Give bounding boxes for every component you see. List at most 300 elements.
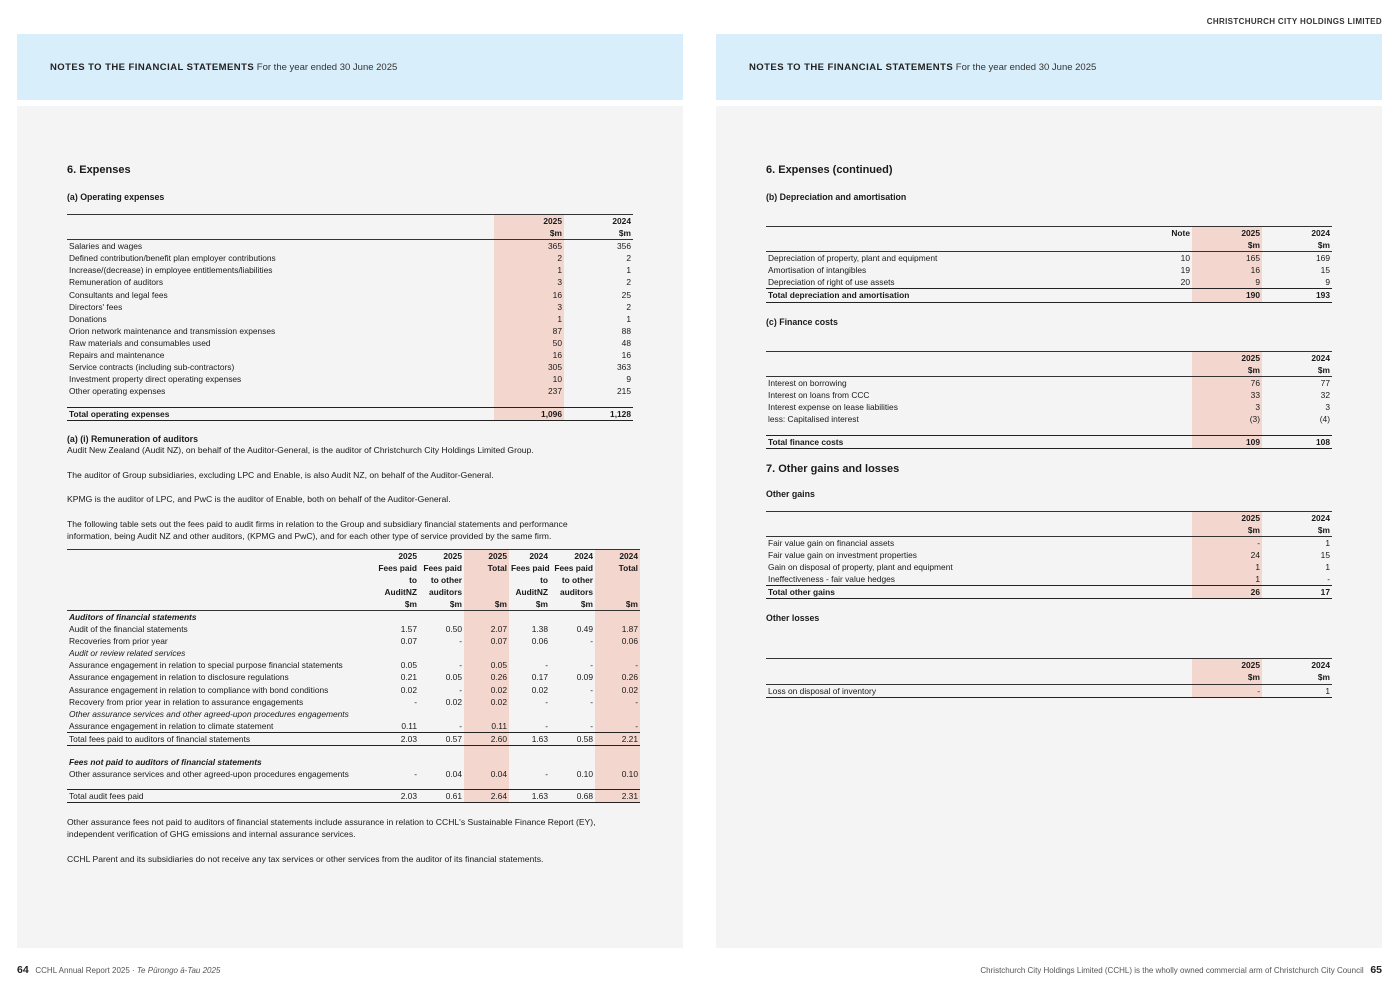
line: The following table sets out the fees paid to audit firms in relation to the Group and subsidiary financial statements and performance (67, 518, 568, 529)
row-label: less: Capitalised interest (768, 414, 859, 425)
row-label: Assurance engagement in relation to compliance with bond conditions (69, 684, 329, 695)
fee-value: 0.10 (576, 768, 593, 779)
table-row (67, 289, 633, 301)
fee-value (464, 746, 509, 756)
fee-value (373, 647, 419, 659)
table-row (766, 536, 1332, 549)
row-label: Remuneration of auditors (69, 277, 164, 288)
paragraph (67, 518, 633, 542)
table-row (67, 610, 640, 623)
fee-value: 0.05 (445, 672, 462, 683)
row-label: Increase/(decrease) in employee entitlements/liabilities (69, 265, 273, 276)
row-label: Total fees paid to auditors of financial statements (67, 732, 373, 745)
row-label: Interest on loans from CCC (768, 389, 870, 400)
operating-expenses-title: (a) Operating expenses (67, 192, 165, 202)
total-2025: 190 (1192, 289, 1262, 302)
row-label: Interest on borrowing (768, 377, 847, 388)
table-row (766, 573, 1332, 586)
value-2024: 88 (621, 325, 631, 336)
value-2024: 48 (621, 337, 631, 348)
fee-value: 0.02 (400, 684, 417, 695)
fee-value: - (590, 696, 593, 707)
fee-value: 2.03 (373, 790, 419, 803)
banner-subtitle: For the year ended 30 June 2025 (254, 62, 398, 73)
row-label: Donations (69, 313, 107, 324)
table-row (766, 561, 1332, 573)
fee-value: 0.05 (464, 659, 509, 671)
value-2024: 9 (626, 374, 631, 385)
fee-value: - (459, 660, 462, 671)
fee-value: 0.04 (464, 768, 509, 780)
unit-header: $m (1262, 239, 1332, 252)
row-label: Auditors of financial statements (69, 611, 197, 622)
header-row (67, 549, 640, 562)
spacer-row (766, 425, 1332, 435)
fee-value: 0.02 (531, 684, 548, 695)
empty-cell (1126, 289, 1192, 302)
column-header (595, 586, 640, 598)
fee-value (373, 756, 419, 768)
column-header: $m (595, 598, 640, 611)
value-2024: 15 (1320, 265, 1330, 276)
table-row (766, 252, 1332, 265)
column-header (464, 586, 509, 598)
column-header: Fees paid (378, 562, 417, 573)
banner-title: NOTES TO THE FINANCIAL STATEMENTS (749, 62, 954, 73)
table-row (67, 373, 633, 385)
note-ref: 10 (1180, 253, 1190, 264)
row-label: Amortisation of intangibles (768, 265, 867, 276)
unit-header: $m (1192, 671, 1262, 684)
remuneration-title: (a) (i) Remuneration of auditors (67, 434, 198, 444)
fee-value: 1.63 (509, 790, 550, 803)
value-2024: - (1327, 574, 1330, 585)
row-label: Total audit fees paid (67, 790, 373, 803)
expenses-continued-section (766, 164, 1332, 698)
row-label: Other assurance services and other agreed-upon procedures engagements (69, 768, 349, 779)
unit-header: $m (1262, 524, 1332, 537)
header-row (67, 562, 640, 574)
finance-costs-title: (c) Finance costs (766, 316, 838, 327)
banner-title: NOTES TO THE FINANCIAL STATEMENTS (50, 62, 255, 73)
fee-value: - (595, 720, 640, 733)
column-header: Fees paid (511, 562, 550, 573)
fee-value (509, 610, 550, 623)
line: information, being Audit NZ and other auditors, (KPMG and PwC), and for each other type of service provided by the same firm. (67, 530, 552, 541)
column-header: $m (419, 598, 464, 611)
footer-text: CCHL Annual Report 2025 · (35, 966, 137, 975)
fee-value (550, 746, 595, 756)
value-2025: 3 (1192, 401, 1262, 413)
fee-value (419, 780, 464, 790)
unit-header: $m (1192, 524, 1262, 537)
column-header: AuditNZ (515, 586, 548, 597)
row-label: Directors' fees (69, 301, 123, 312)
fee-value: 0.21 (400, 672, 417, 683)
year-header: 2024 (1262, 511, 1332, 524)
year-header: 2025 (1192, 511, 1262, 524)
column-header (464, 574, 509, 586)
value-2024: 2 (626, 277, 631, 288)
column-header: 2024 (550, 549, 595, 562)
value-2025: 16 (494, 349, 564, 361)
table-row (67, 240, 633, 253)
value-2024: 1 (1325, 537, 1330, 548)
fee-value (595, 780, 640, 790)
table-row (67, 623, 640, 635)
column-header (595, 574, 640, 586)
unit-header: $m (1262, 671, 1332, 684)
row-label: Depreciation of property, plant and equipment (768, 253, 938, 264)
year-header: 2024 (1262, 659, 1332, 672)
footer-text: Christchurch City Holdings Limited (CCHL) is the wholly owned commercial arm of Christchurch City Council (980, 966, 1364, 975)
value-2024: 1 (626, 313, 631, 324)
line: Other assurance fees not paid to auditors of financial statements include assurance in relation to CCHL's Sustainable Finance Report (EY), (67, 817, 596, 828)
total-label: Total operating expenses (67, 407, 494, 420)
fee-value: - (414, 696, 417, 707)
column-header: to (540, 574, 548, 585)
fee-value (464, 647, 509, 659)
column-header: $m (509, 598, 550, 611)
table-row (67, 337, 633, 349)
fee-value: 2.31 (595, 790, 640, 803)
row-label (67, 780, 373, 790)
fee-value: 2.60 (464, 732, 509, 745)
table-row (67, 349, 633, 361)
row-label: Interest expense on lease liabilities (768, 401, 898, 412)
depreciation-title: (b) Depreciation and amortisation (766, 192, 907, 202)
fee-value (464, 756, 509, 768)
value-2025: 24 (1192, 549, 1262, 561)
value-2025: 9 (1192, 276, 1262, 289)
fee-value: 0.49 (576, 624, 593, 635)
table-row (766, 413, 1332, 425)
table-row (67, 276, 633, 288)
fee-value (595, 708, 640, 720)
spacer-row (67, 397, 633, 407)
row-label: Audit or review related services (69, 648, 186, 659)
value-2025: 87 (494, 325, 564, 337)
right-footer (980, 964, 1382, 976)
value-2025: 305 (494, 361, 564, 373)
fee-value (595, 746, 640, 756)
column-header: 2025 (464, 549, 509, 562)
other-gains-table (766, 511, 1332, 600)
column-header: 2024 (509, 549, 550, 562)
fee-value (595, 610, 640, 623)
table-row (766, 549, 1332, 561)
fee-value: 2.07 (464, 623, 509, 635)
right-banner (716, 34, 1382, 100)
fee-value: 0.50 (445, 624, 462, 635)
total-label: Total depreciation and amortisation (766, 289, 1126, 302)
fee-value: 0.09 (576, 672, 593, 683)
fee-value (464, 780, 509, 790)
page-number: 65 (1370, 964, 1382, 976)
paragraph: Audit New Zealand (Audit NZ), on behalf of the Auditor-General, is the auditor of Christchurch City Holdings Limited Group. (67, 445, 534, 455)
fee-value: - (590, 684, 593, 695)
table-row (766, 264, 1332, 276)
table-row (67, 790, 640, 803)
other-losses-title: Other losses (766, 613, 820, 624)
value-2025: 10 (494, 373, 564, 385)
column-header: $m (550, 598, 595, 611)
fee-value: 1.87 (595, 623, 640, 635)
table-row (67, 732, 640, 745)
fee-value: - (545, 768, 548, 779)
table-row (67, 252, 633, 264)
left-footer (17, 964, 220, 976)
fee-value: 0.07 (400, 636, 417, 647)
total-2025: 109 (1192, 435, 1262, 448)
section-title: 6. Expenses (continued) (766, 164, 893, 176)
fee-value (509, 746, 550, 756)
value-2024: 1 (1262, 684, 1332, 697)
table-row (67, 768, 640, 780)
value-2025: 1 (1192, 561, 1262, 573)
row-label: Loss on disposal of inventory (766, 684, 1192, 697)
row-label: Recoveries from prior year (69, 636, 168, 647)
expenses-section (67, 164, 638, 877)
fee-value: - (595, 659, 640, 671)
value-2025: 33 (1192, 389, 1262, 401)
finance-costs-table (766, 351, 1332, 449)
row-label: Gain on disposal of property, plant and equipment (768, 562, 953, 573)
unit-header: $m (1262, 364, 1332, 377)
value-2025: 16 (494, 289, 564, 301)
value-2025: - (1192, 684, 1262, 697)
total-label: Total finance costs (766, 435, 1192, 448)
year-header: 2024 (564, 215, 633, 228)
value-2025: 2 (494, 252, 564, 264)
fee-value (373, 746, 419, 756)
audit-fees-table (67, 549, 640, 804)
row-label: Service contracts (including sub-contractors) (69, 362, 235, 373)
column-header: Fees paid (423, 562, 462, 573)
fee-value: 0.58 (550, 732, 595, 745)
total-row (766, 586, 1332, 599)
table-row (67, 720, 640, 733)
table-row (67, 264, 633, 276)
fee-value (509, 756, 550, 768)
section-7-title: 7. Other gains and losses (766, 462, 900, 475)
value-2024: 2 (626, 253, 631, 264)
table-row (67, 313, 633, 325)
fee-value: 0.10 (595, 768, 640, 780)
column-header: to other (561, 574, 593, 585)
value-2025: 365 (494, 240, 564, 253)
column-header: AuditNZ (384, 586, 417, 597)
table-row (67, 696, 640, 708)
total-2025: 26 (1192, 586, 1262, 599)
table-row (67, 385, 633, 397)
fee-value (419, 746, 464, 756)
other-losses-table (766, 658, 1332, 697)
total-row (67, 407, 633, 420)
column-header: 2025 (419, 549, 464, 562)
value-2024: 2 (626, 301, 631, 312)
table-row (766, 389, 1332, 401)
row-label: Other operating expenses (69, 386, 166, 397)
unit-header: $m (1192, 239, 1262, 252)
value-2025: 1 (494, 264, 564, 276)
fee-value (419, 610, 464, 623)
empty-cell (67, 549, 373, 562)
right-content-panel (716, 106, 1382, 948)
column-header: auditors (559, 586, 593, 597)
row-label: Assurance engagement in relation to disclosure regulations (69, 672, 289, 683)
row-label: Other assurance services and other agreed-upon procedures engagements (69, 708, 349, 719)
year-header: 2025 (1192, 659, 1262, 672)
value-2024: (4) (1319, 414, 1330, 425)
table-row (67, 301, 633, 313)
fee-value (464, 708, 509, 720)
header-row (67, 574, 640, 586)
value-2025: (3) (1192, 413, 1262, 425)
value-2024: 15 (1320, 550, 1330, 560)
fee-value (373, 780, 419, 790)
fee-value: 0.26 (595, 671, 640, 683)
row-label: Consultants and legal fees (69, 289, 168, 300)
column-header: to (409, 574, 417, 585)
table-row (766, 376, 1332, 389)
line: independent verification of GHG emissions and internal assurance services. (67, 829, 356, 840)
fee-value: 2.03 (373, 732, 419, 745)
operating-expenses-table (67, 214, 633, 421)
value-2024: 16 (621, 350, 631, 361)
value-2025: 16 (1192, 264, 1262, 276)
other-gains-title: Other gains (766, 488, 815, 499)
value-2024: 363 (617, 362, 631, 373)
fee-value: 0.02 (595, 684, 640, 696)
value-2025: 3 (494, 301, 564, 313)
column-header: to other (430, 574, 462, 585)
value-2024: 1 (626, 265, 631, 276)
unit-header: $m (564, 227, 633, 240)
fee-value: 0.11 (464, 720, 509, 733)
footer-italic: Te Pūrongo ā-Tau 2025 (136, 966, 221, 975)
empty-cell (67, 586, 373, 598)
value-2024: 9 (1325, 277, 1330, 288)
value-2024: 3 (1325, 401, 1330, 412)
value-2024: 77 (1320, 377, 1330, 388)
paragraph (67, 816, 633, 840)
column-header: Fees paid (554, 562, 593, 573)
value-2025: 237 (494, 385, 564, 397)
fee-value: 0.68 (550, 790, 595, 803)
fee-value (550, 756, 595, 768)
depreciation-table (766, 226, 1332, 303)
total-row (766, 435, 1332, 448)
value-2025: 50 (494, 337, 564, 349)
fee-value (419, 756, 464, 768)
fee-value (419, 647, 464, 659)
row-label (67, 746, 373, 756)
row-label: Audit of the financial statements (69, 624, 188, 635)
row-label: Investment property direct operating expenses (69, 374, 242, 385)
year-header: 2025 (1192, 227, 1262, 240)
column-header: 2024 (595, 549, 640, 562)
value-2024: 169 (1316, 253, 1330, 264)
fee-value: 0.61 (419, 790, 464, 803)
total-2024: 193 (1262, 289, 1332, 302)
table-row (766, 401, 1332, 413)
fee-value (595, 647, 640, 659)
unit-header: $m (494, 227, 564, 240)
value-2024: 25 (621, 289, 631, 300)
left-banner (17, 34, 683, 100)
value-2024: 32 (1320, 389, 1330, 400)
table-row (766, 276, 1332, 289)
fee-value: 0.06 (531, 636, 548, 647)
left-page (17, 34, 683, 864)
row-label: Salaries and wages (69, 241, 143, 252)
fee-value: - (414, 768, 417, 779)
fee-value: 1.38 (531, 624, 548, 635)
note-ref: 20 (1180, 277, 1190, 288)
year-header: 2025 (494, 215, 564, 228)
value-2025: 1 (494, 313, 564, 325)
empty-cell (67, 562, 373, 574)
left-content-panel (17, 106, 683, 948)
row-label: Raw materials and consumables used (69, 337, 211, 348)
note-header: Note (1126, 227, 1192, 240)
row-label: Ineffectiveness - fair value hedges (768, 574, 895, 585)
table-row (67, 361, 633, 373)
total-label: Total other gains (766, 586, 1192, 599)
fee-value: 2.21 (595, 732, 640, 745)
value-2024: 356 (617, 241, 631, 252)
value-2025: 3 (494, 276, 564, 288)
row-label: Assurance engagement in relation to special purpose financial statements (69, 660, 343, 671)
year-header: 2024 (1262, 351, 1332, 364)
table-row (67, 635, 640, 647)
right-page (716, 34, 1382, 696)
row-label: Recovery from prior year in relation to assurance engagements (69, 696, 304, 707)
fee-value: 0.04 (445, 768, 462, 779)
row-label: Fees not paid to auditors of financial statements (69, 756, 262, 767)
fee-value: - (459, 720, 462, 731)
spacer-row (67, 746, 640, 756)
fee-value: - (590, 636, 593, 647)
table-row (67, 325, 633, 337)
fee-value: - (595, 696, 640, 708)
spacer-row (67, 780, 640, 790)
fee-value (373, 708, 419, 720)
fee-value (550, 610, 595, 623)
column-header: $m (464, 598, 509, 611)
page-number: 64 (17, 964, 29, 976)
total-2024: 108 (1262, 435, 1332, 448)
fee-value (595, 756, 640, 768)
note-ref: 19 (1180, 265, 1190, 276)
paragraph: CCHL Parent and its subsidiaries do not receive any tax services or other services from the auditor of its financial statements. (67, 853, 544, 864)
fee-value: 0.06 (595, 635, 640, 647)
table-row (67, 756, 640, 768)
fee-value (509, 647, 550, 659)
table-row (67, 647, 640, 659)
table-row (67, 684, 640, 696)
fee-value: - (459, 684, 462, 695)
total-2024: 17 (1262, 586, 1332, 599)
fee-value: 0.17 (531, 672, 548, 683)
table-row (67, 659, 640, 671)
row-label: Assurance engagement in relation to climate statement (69, 720, 274, 731)
header-row (67, 598, 640, 611)
fee-value: 1.57 (400, 624, 417, 635)
fee-value: 0.57 (419, 732, 464, 745)
table-row (67, 708, 640, 720)
